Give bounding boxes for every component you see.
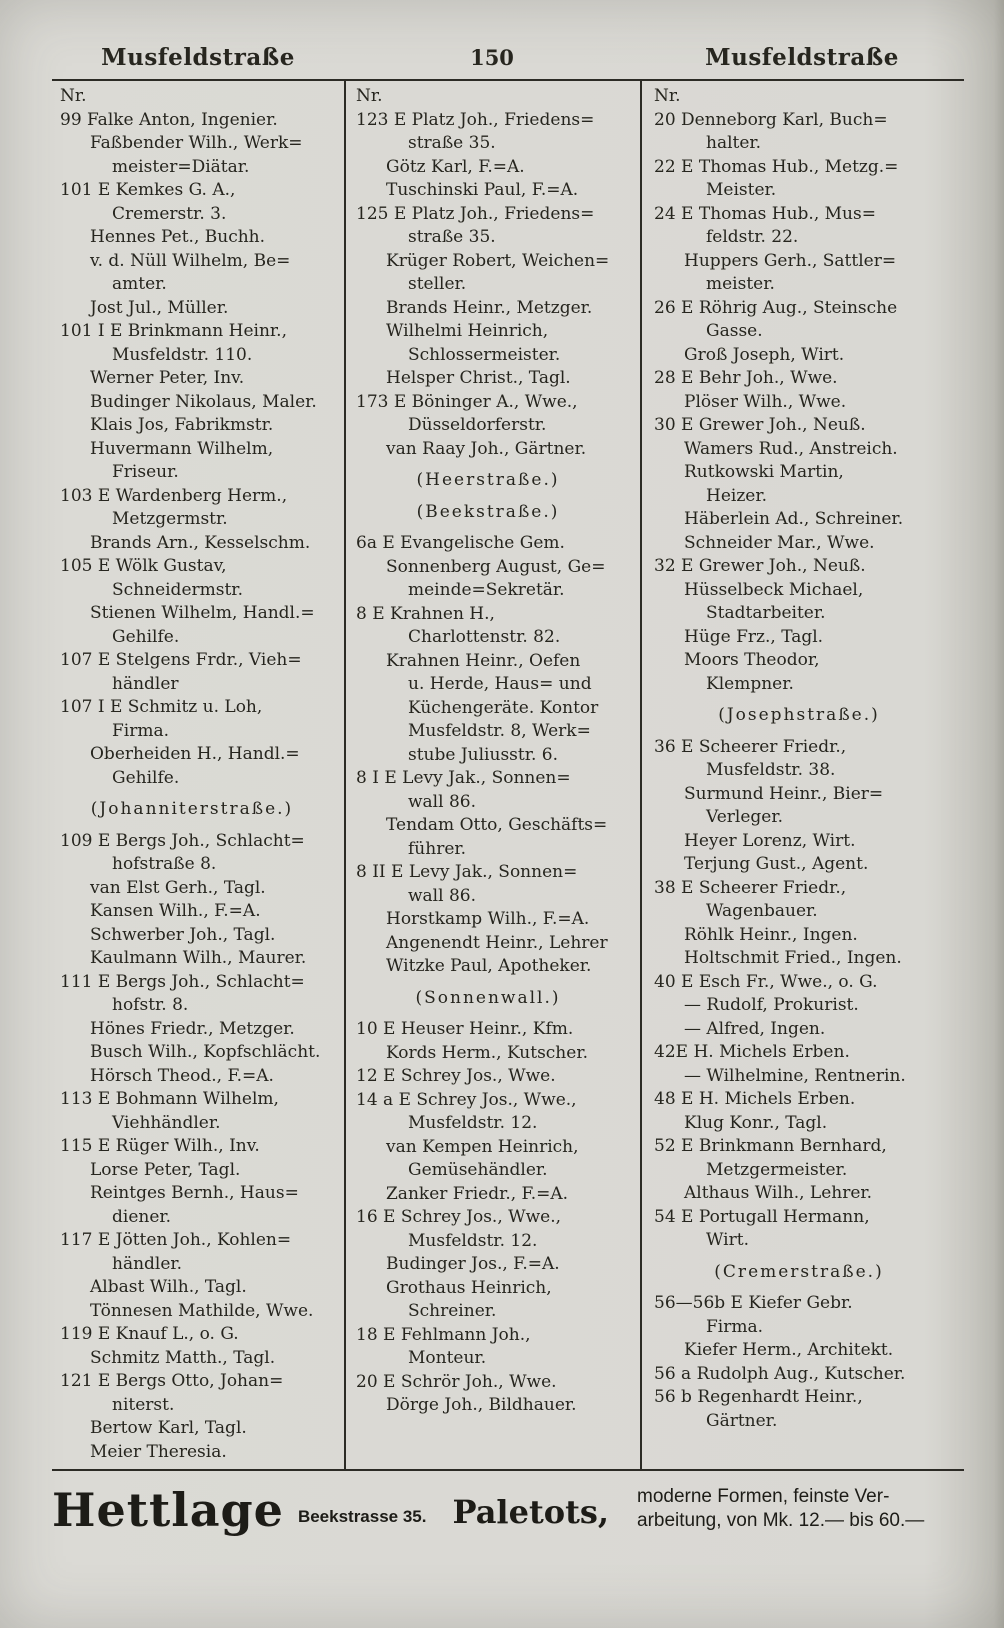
directory-column: [344, 81, 640, 1469]
directory-line: Terjung Gust., Agent.: [684, 854, 869, 874]
directory-line: — Wilhelmine, Rentnerin.: [684, 1065, 906, 1086]
directory-line: steller.: [408, 274, 467, 294]
directory-line: wall 86.: [408, 791, 476, 812]
directory-line: Röhlk Heinr., Ingen.: [684, 924, 858, 945]
directory-line: Musfeldstr. 110.: [112, 344, 253, 365]
directory-line: Gehilfe.: [112, 626, 180, 647]
directory-line: 8 II E Levy Jak., Sonnen=: [356, 862, 578, 882]
directory-line: Hüsselbeck Michael,: [684, 579, 864, 600]
directory-line: wall 86.: [408, 885, 476, 906]
directory-line: Reintges Bernh., Haus=: [90, 1183, 299, 1203]
directory-line: 20 Denneborg Karl, Buch=: [654, 109, 888, 130]
directory-line: 6a E Evangelische Gem.: [356, 533, 565, 553]
directory-line: Schneidermstr.: [112, 579, 243, 600]
ad-tagline-line1: moderne Formen, feinste Ver-: [637, 1486, 890, 1507]
directory-line: Viehhändler.: [112, 1112, 221, 1133]
directory-line: Wagenbauer.: [706, 901, 818, 921]
directory-line: Schmitz Matth., Tagl.: [90, 1347, 276, 1368]
directory-line: Tönnesen Mathilde, Wwe.: [90, 1300, 314, 1321]
directory-line: Oberheiden H., Handl.=: [90, 744, 300, 764]
directory-line: Meier Theresia.: [90, 1441, 227, 1462]
street-heading: (Heerstraße.): [416, 470, 560, 490]
directory-line: Gehilfe.: [112, 767, 180, 788]
street-heading: (Johanniterstraße.): [90, 799, 294, 819]
directory-line: 56—56b E Kiefer Gebr.: [654, 1293, 853, 1313]
directory-line: Grothaus Heinrich,: [386, 1277, 552, 1298]
directory-line: 121 E Bergs Otto, Johan=: [60, 1371, 284, 1391]
advertiser-address: Beekstrasse 35.: [297, 1507, 427, 1526]
directory-line: Cremerstr. 3.: [112, 203, 227, 224]
directory-line: meister=Diätar.: [112, 156, 250, 177]
directory-line: Surmund Heinr., Bier=: [684, 783, 884, 804]
directory-line: straße 35.: [408, 227, 496, 247]
directory-line: 20 E Schrör Joh., Wwe.: [356, 1371, 557, 1392]
directory-line: van Elst Gerh., Tagl.: [90, 877, 266, 898]
advertiser-brand: Hettlage: [52, 1483, 284, 1537]
directory-line: 173 E Böninger A., Wwe.,: [356, 391, 578, 412]
directory-line: Jost Jul., Müller.: [90, 297, 229, 318]
directory-line: Busch Wilh., Kopfschlächt.: [90, 1042, 321, 1062]
directory-line: meister.: [706, 274, 775, 294]
directory-line: Götz Karl, F.=A.: [386, 156, 525, 177]
directory-line: feldstr. 22.: [706, 227, 799, 247]
directory-line: Firma.: [706, 1316, 764, 1337]
directory-line: 8 E Krahnen H.,: [356, 603, 495, 624]
directory-line: 28 E Behr Joh., Wwe.: [654, 368, 838, 388]
directory-line: Dörge Joh., Bildhauer.: [386, 1395, 577, 1415]
directory-line: Brands Arn., Kesselschm.: [90, 532, 311, 553]
directory-line: — Alfred, Ingen.: [684, 1018, 826, 1039]
directory-line: Budinger Nikolaus, Maler.: [90, 391, 317, 412]
directory-line: meinde=Sekretär.: [408, 580, 565, 600]
directory-line: Zanker Friedr., F.=A.: [386, 1183, 569, 1204]
directory-line: Wirt.: [706, 1230, 749, 1250]
directory-line: 42E H. Michels Erben.: [654, 1042, 850, 1062]
directory-line: Küchengeräte. Kontor: [408, 697, 599, 718]
directory-line: Hörsch Theod., F.=A.: [90, 1065, 274, 1086]
directory-line: Musfeldstr. 8, Werk=: [408, 721, 591, 741]
directory-line: Schlossermeister.: [408, 344, 561, 365]
directory-line: 54 E Portugall Hermann,: [654, 1206, 870, 1227]
directory-line: Hönes Friedr., Metzger.: [90, 1018, 295, 1039]
directory-line: 56 a Rudolph Aug., Kutscher.: [654, 1363, 906, 1384]
directory-line: Rutkowski Martin,: [684, 462, 844, 482]
directory-line: 14 a E Schrey Jos., Wwe.,: [356, 1089, 577, 1110]
directory-line: 109 E Bergs Joh., Schlacht=: [60, 830, 305, 851]
directory-line: Huppers Gerh., Sattler=: [684, 250, 897, 271]
directory-line: Helsper Christ., Tagl.: [386, 368, 571, 388]
directory-line: 107 E Stelgens Frdr., Vieh=: [60, 650, 302, 670]
directory-line: Holtschmit Fried., Ingen.: [684, 948, 902, 968]
directory-line: Gärtner.: [706, 1410, 778, 1431]
directory-line: diener.: [112, 1206, 172, 1227]
directory-line: 115 E Rüger Wilh., Inv.: [60, 1136, 260, 1156]
directory-line: Metzgermeister.: [706, 1159, 848, 1180]
directory-line: Düsseldorferstr.: [408, 415, 547, 435]
directory-line: Stienen Wilhelm, Handl.=: [90, 603, 315, 623]
directory-line: Musfeldstr. 12.: [408, 1230, 538, 1251]
directory-line: — Rudolf, Prokurist.: [684, 995, 859, 1015]
directory-line: v. d. Nüll Wilhelm, Be=: [90, 250, 291, 271]
ad-tagline: [637, 1485, 924, 1533]
directory-line: hofstr. 8.: [112, 995, 189, 1015]
directory-line: Wilhelmi Heinrich,: [386, 321, 549, 341]
directory-line: Häberlein Ad., Schreiner.: [684, 509, 904, 529]
directory-line: Klempner.: [706, 673, 794, 694]
ad-tagline-line2: arbeitung, von Mk. 12.— bis 60.—: [637, 1510, 925, 1531]
directory-line: Sonnenberg August, Ge=: [386, 556, 606, 577]
directory-line: amter.: [112, 274, 167, 294]
directory-line: 117 E Jötten Joh., Kohlen=: [60, 1230, 292, 1250]
directory-line: Faßbender Wilh., Werk=: [90, 133, 303, 153]
directory-line: straße 35.: [408, 133, 496, 153]
directory-line: 8 I E Levy Jak., Sonnen=: [356, 768, 571, 788]
directory-line: Gasse.: [706, 321, 763, 341]
header-street-name-right: Musfeldstraße: [705, 44, 899, 71]
directory-line: Krahnen Heinr., Oefen: [386, 650, 581, 671]
directory-line: Klais Jos, Fabrikmstr.: [90, 415, 274, 435]
directory-line: 30 E Grewer Joh., Neuß.: [654, 415, 866, 435]
directory-line: 99 Falke Anton, Ingenier.: [60, 109, 278, 130]
directory-line: Heizer.: [706, 485, 768, 506]
directory-line: Brands Heinr., Metzger.: [386, 297, 593, 318]
directory-line: 123 E Platz Joh., Friedens=: [356, 109, 595, 130]
directory-line: Bertow Karl, Tagl.: [90, 1418, 247, 1438]
directory-line: 48 E H. Michels Erben.: [654, 1089, 856, 1109]
directory-line: 12 E Schrey Jos., Wwe.: [356, 1066, 556, 1086]
directory-line: Monteur.: [408, 1348, 487, 1368]
directory-line: Budinger Jos., F.=A.: [386, 1254, 560, 1274]
directory-line: Kansen Wilh., F.=A.: [90, 901, 261, 921]
directory-line: Meister.: [706, 180, 777, 200]
directory-line: Witzke Paul, Apotheker.: [386, 956, 592, 976]
directory-line: 105 E Wölk Gustav,: [60, 556, 227, 576]
directory-line: Schwerber Joh., Tagl.: [90, 924, 276, 945]
directory-line: 38 E Scheerer Friedr.,: [654, 877, 847, 898]
directory-line: Angenendt Heinr., Lehrer: [386, 932, 608, 953]
header-street-name-left: Musfeldstraße: [101, 44, 295, 71]
directory-line: 119 E Knauf L., o. G.: [60, 1324, 239, 1344]
directory-line: Schreiner.: [408, 1301, 497, 1321]
directory-line: Tendam Otto, Geschäfts=: [386, 815, 608, 835]
directory-body: [52, 79, 964, 1471]
directory-line: 16 E Schrey Jos., Wwe.,: [356, 1207, 562, 1227]
directory-line: 36 E Scheerer Friedr.,: [654, 736, 847, 757]
page-number: 150: [470, 45, 514, 70]
directory-line: Plöser Wilh., Wwe.: [684, 391, 847, 412]
directory-line: Althaus Wilh., Lehrer.: [684, 1183, 873, 1203]
directory-line: Lorse Peter, Tagl.: [90, 1159, 241, 1180]
directory-line: händler.: [112, 1253, 183, 1274]
directory-line: 10 E Heuser Heinr., Kfm.: [356, 1019, 574, 1039]
directory-line: führer.: [408, 838, 467, 859]
directory-line: 125 E Platz Joh., Friedens=: [356, 203, 595, 224]
directory-column: [640, 81, 964, 1469]
directory-line: 18 E Fehlmann Joh.,: [356, 1324, 531, 1345]
directory-line: 40 E Esch Fr., Wwe., o. G.: [654, 971, 878, 992]
directory-line: 107 I E Schmitz u. Loh,: [60, 697, 263, 717]
directory-line: Friseur.: [112, 462, 179, 482]
page-header: [52, 0, 964, 79]
directory-line: 111 E Bergs Joh., Schlacht=: [60, 971, 305, 992]
directory-line: 24 E Thomas Hub., Mus=: [654, 203, 876, 224]
directory-line: Wamers Rud., Anstreich.: [684, 438, 898, 459]
directory-line: Horstkamp Wilh., F.=A.: [386, 909, 590, 929]
directory-line: Kiefer Herm., Architekt.: [684, 1340, 894, 1360]
directory-line: Nr.: [60, 86, 87, 106]
directory-line: händler: [112, 673, 179, 694]
directory-line: Musfeldstr. 12.: [408, 1113, 538, 1133]
directory-line: halter.: [706, 133, 762, 153]
directory-line: 26 E Röhrig Aug., Steinsche: [654, 297, 898, 318]
directory-line: Charlottenstr. 82.: [408, 627, 561, 647]
directory-line: stube Juliusstr. 6.: [408, 744, 559, 765]
directory-line: Krüger Robert, Weichen=: [386, 250, 610, 271]
directory-line: 22 E Thomas Hub., Metzg.=: [654, 156, 899, 177]
directory-line: 52 E Brinkmann Bernhard,: [654, 1136, 887, 1156]
directory-line: 101 E Kemkes G. A.,: [60, 180, 236, 200]
directory-line: Kaulmann Wilh., Maurer.: [90, 948, 307, 968]
directory-line: Schneider Mar., Wwe.: [684, 532, 875, 553]
directory-line: 56 b Regenhardt Heinr.,: [654, 1387, 863, 1407]
directory-line: Groß Joseph, Wirt.: [684, 344, 845, 365]
directory-line: Hüge Frz., Tagl.: [684, 626, 824, 647]
directory-line: Moors Theodor,: [684, 650, 820, 670]
directory-line: Gemüsehändler.: [408, 1160, 548, 1180]
directory-line: Metzgermstr.: [112, 509, 228, 529]
street-heading: (Cremerstraße.): [714, 1261, 884, 1282]
directory-line: u. Herde, Haus= und: [408, 674, 592, 694]
directory-line: Werner Peter, Inv.: [90, 368, 245, 388]
directory-line: 101 I E Brinkmann Heinr.,: [60, 321, 287, 341]
advertised-product: Paletots,: [452, 1493, 609, 1531]
directory-line: Musfeldstr. 38.: [706, 760, 836, 780]
directory-line: van Kempen Heinrich,: [386, 1136, 579, 1157]
directory-line: niterst.: [112, 1394, 175, 1415]
street-heading: (Beekstraße.): [416, 501, 560, 522]
directory-line: Albast Wilh., Tagl.: [90, 1277, 247, 1297]
directory-line: Klug Konr., Tagl.: [684, 1112, 828, 1133]
footer-advertisement: [52, 1471, 980, 1537]
directory-line: Heyer Lorenz, Wirt.: [684, 830, 856, 851]
street-heading: (Sonnenwall.): [415, 987, 561, 1008]
directory-line: Nr.: [654, 86, 681, 106]
directory-line: 32 E Grewer Joh., Neuß.: [654, 556, 866, 576]
directory-line: Hennes Pet., Buchh.: [90, 227, 266, 247]
directory-line: van Raay Joh., Gärtner.: [386, 438, 587, 459]
directory-line: Stadtarbeiter.: [706, 603, 826, 623]
directory-line: Verleger.: [706, 807, 784, 827]
directory-line: Nr.: [356, 86, 383, 106]
directory-line: Huvermann Wilhelm,: [90, 438, 274, 459]
directory-line: 113 E Bohmann Wilhelm,: [60, 1089, 279, 1109]
directory-line: Tuschinski Paul, F.=A.: [386, 180, 579, 200]
street-heading: (Josephstraße.): [718, 705, 880, 725]
directory-column: [52, 81, 344, 1469]
directory-line: Kords Herm., Kutscher.: [386, 1042, 588, 1063]
directory-line: Firma.: [112, 720, 170, 741]
directory-line: 103 E Wardenberg Herm.,: [60, 485, 288, 506]
directory-line: hofstraße 8.: [112, 854, 217, 874]
